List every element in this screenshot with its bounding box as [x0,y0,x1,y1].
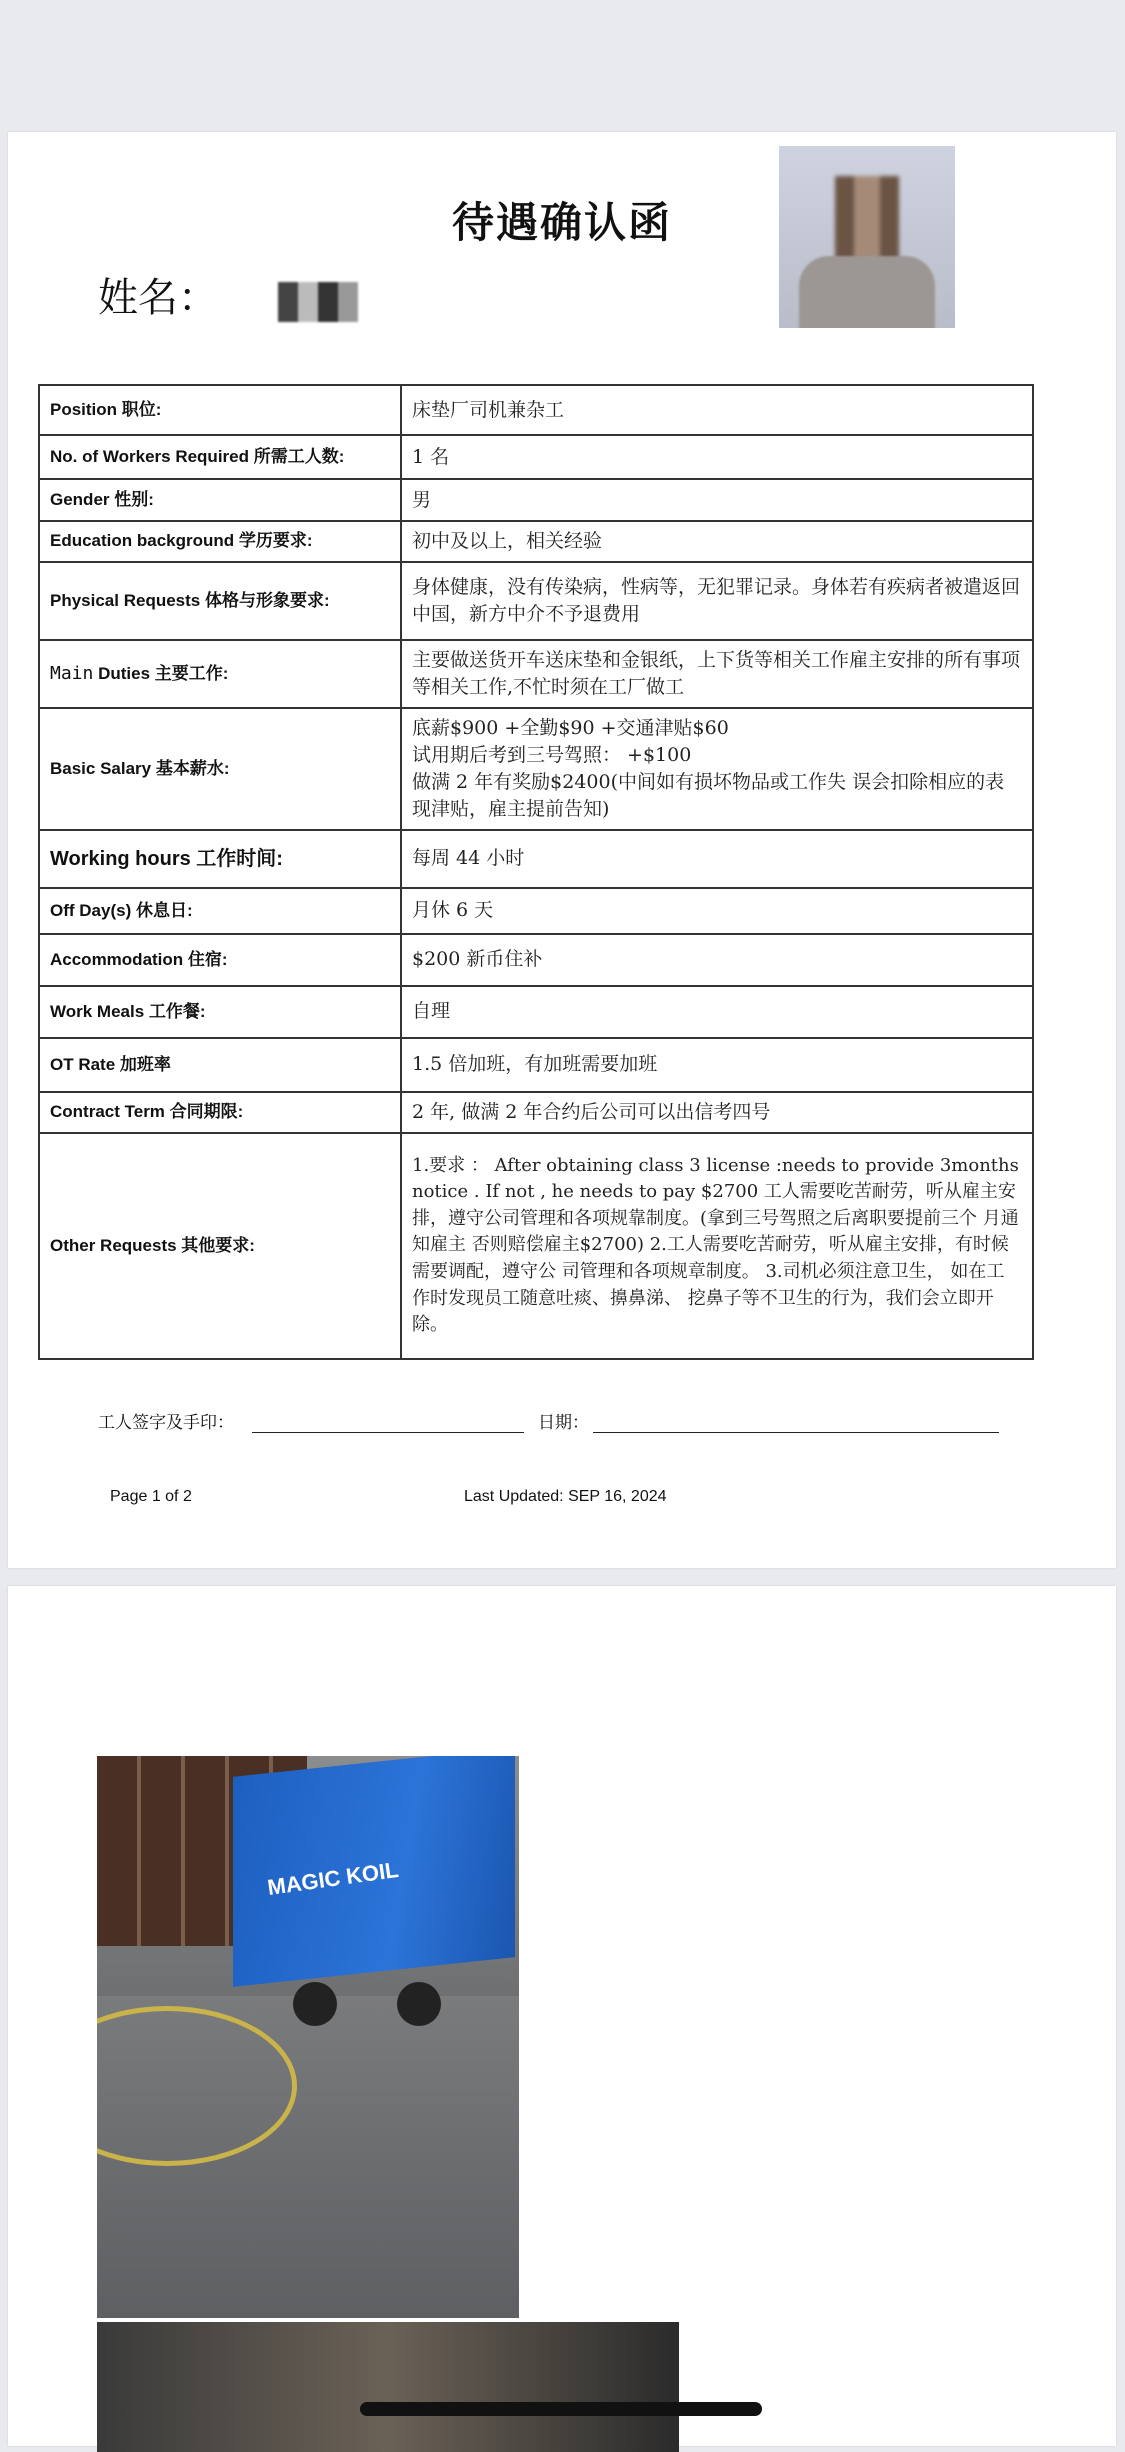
table-row [39,830,1033,888]
row-label: Working hours 工作时间: [39,830,401,888]
table-row [39,562,1033,640]
row-value: 1.5 倍加班，有加班需要加班 [401,1038,1033,1092]
salary-line: 底薪$900 +全勤$90 +交通津贴$60 [412,716,729,739]
table-row [39,934,1033,986]
row-value: 身体健康，没有传染病，性病等，无犯罪记录。身体若有疾病者被遣返回中国，新方中介不予退费用 [401,562,1033,640]
row-label-rest: Duties 主要工作: [93,664,229,684]
row-label: No. of Workers Required 所需工人数: [39,435,401,479]
document-page-2 [8,1586,1116,2446]
job-offer-table [38,384,1034,1360]
table-row [39,640,1033,708]
signature-label: 工人签字及手印： [98,1413,234,1433]
salary-line: 做满 2 年有奖励$2400(中间如有损坏物品或工作失 误会扣除相应的表现津贴，雇主提前告知) [412,770,1005,820]
page-indicator: Page 1 of 2 [110,1488,192,1505]
table-row [39,521,1033,562]
table-row [39,986,1033,1038]
row-label: Other Requests 其他要求: [39,1133,401,1359]
row-value: 1.要求 ： After obtaining class 3 license :needs to provide 3months notice . If not , he needs to pay $2700 工人需要吃苦耐劳，听从雇主安排，遵守公司管理和各项规靠制度。(拿到三号驾照之后离职要提前三个 月通知雇主 否则赔偿雇主$2700) 2.工人需要吃苦耐劳，听从雇主安排，有时候需要调配，遵守公 司管理和各项规章制度。 3.司机必须注意卫生， 如在工作时发现员工随意吐痰、擤鼻涕、 挖鼻子等不卫生的行为，我们会立即开除。 [401,1133,1033,1359]
truck-wheel [293,1982,337,2026]
row-label: Position 职位: [39,385,401,435]
table-row [39,888,1033,934]
row-label: Accommodation 住宿: [39,934,401,986]
row-label: OT Rate 加班率 [39,1038,401,1092]
name-label: 姓名： [98,275,218,321]
table-row [39,479,1033,521]
home-indicator[interactable] [360,2402,762,2416]
document-page-1 [8,132,1116,1568]
document-title: 待遇确认函 [451,198,672,247]
table-row [39,708,1033,830]
truck-brand-logo: MAGIC KOIL [265,1856,401,1901]
row-value: 自理 [401,986,1033,1038]
row-value: 初中及以上，相关经验 [401,521,1033,562]
truck-photo [97,1756,519,2318]
table-row [39,1092,1033,1133]
signature-row [98,1408,1056,1433]
row-label: Physical Requests 体格与形象要求: [39,562,401,640]
row-label: Off Day(s) 休息日: [39,888,401,934]
row-value: 2 年, 做满 2 年合约后公司可以出信考四号 [401,1092,1033,1133]
row-value: $200 新币住补 [401,934,1033,986]
row-label: Contract Term 合同期限: [39,1092,401,1133]
second-photo [97,2322,679,2452]
date-label: 日期： [538,1413,589,1433]
last-updated: Last Updated: SEP 16, 2024 [464,1488,667,1505]
row-value [401,708,1033,830]
date-line [593,1414,999,1433]
truck-wheel [397,1982,441,2026]
table-row [39,1133,1033,1359]
table-row [39,385,1033,435]
row-value: 床垫厂司机兼杂工 [401,385,1033,435]
row-value: 月休 6 天 [401,888,1033,934]
row-value: 每周 44 小时 [401,830,1033,888]
signature-line [252,1414,524,1433]
name-redacted [278,282,358,322]
row-value: 1 名 [401,435,1033,479]
row-label-prefix: Main [50,663,94,685]
row-label: Basic Salary 基本薪水: [39,708,401,830]
salary-line: 试用期后考到三号驾照： +$100 [412,743,692,766]
row-label: Education background 学历要求: [39,521,401,562]
row-value: 男 [401,479,1033,521]
row-value: 主要做送货开车送床垫和金银纸，上下货等相关工作雇主安排的所有事项等相关工作,不忙时须在工厂做工 [401,640,1033,708]
row-label [39,640,401,708]
applicant-photo [779,146,955,328]
row-label: Work Meals 工作餐: [39,986,401,1038]
table-row [39,1038,1033,1092]
table-row [39,435,1033,479]
row-label: Gender 性别: [39,479,401,521]
